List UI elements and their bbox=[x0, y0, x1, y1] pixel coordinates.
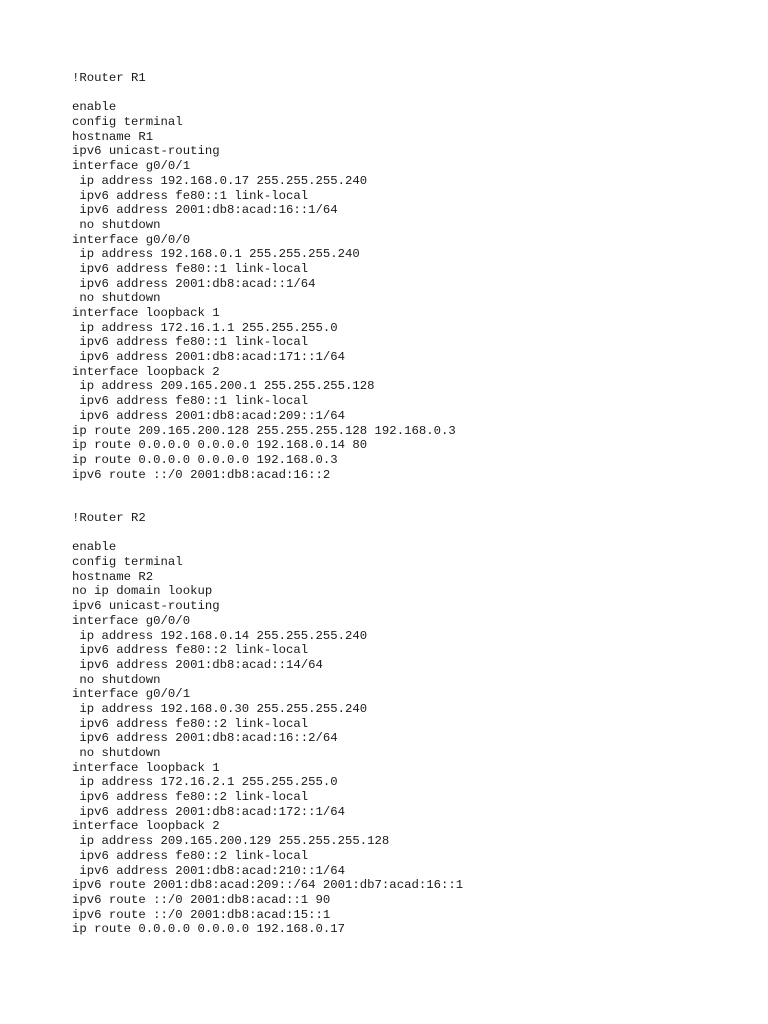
config-line: ipv6 address 2001:db8:acad:172::1/64 bbox=[72, 804, 346, 819]
config-line: ipv6 address 2001:db8:acad:16::1/64 bbox=[72, 203, 338, 218]
config-line: ipv6 address fe80::1 link-local bbox=[72, 335, 309, 350]
config-line: ipv6 address 2001:db8:acad:209::1/64 bbox=[72, 408, 346, 423]
config-line: ip route 0.0.0.0 0.0.0.0 192.168.0.14 80 bbox=[72, 438, 368, 453]
config-line: enable bbox=[72, 540, 117, 555]
config-line: ipv6 address 2001:db8:acad:16::2/64 bbox=[72, 731, 338, 746]
config-line: ipv6 address fe80::2 link-local bbox=[72, 716, 309, 731]
config-line: ipv6 unicast-routing bbox=[72, 144, 220, 159]
config-line: ipv6 address fe80::2 link-local bbox=[72, 848, 309, 863]
config-line: interface loopback 1 bbox=[72, 306, 220, 320]
config-line: interface loopback 2 bbox=[72, 364, 220, 379]
config-line: hostname R1 bbox=[72, 129, 154, 144]
config-line: ipv6 route ::/0 2001:db8:acad:15::1 bbox=[72, 907, 331, 922]
config-line: ipv6 address fe80::1 link-local bbox=[72, 261, 309, 276]
config-line: no shutdown bbox=[72, 746, 161, 760]
blank-line bbox=[72, 86, 456, 101]
config-line: ipv6 unicast-routing bbox=[72, 599, 220, 614]
config-line: enable bbox=[72, 100, 117, 115]
config-line: interface loopback 2 bbox=[72, 819, 220, 834]
config-line: ipv6 route 2001:db8:acad:209::/64 2001:db7:acad:16::1 bbox=[72, 878, 464, 893]
config-line: ipv6 address fe80::2 link-local bbox=[72, 643, 309, 658]
router-r1-config-lines bbox=[72, 100, 456, 482]
config-line: hostname R2 bbox=[72, 569, 154, 584]
config-line: ipv6 route ::/0 2001:db8:acad:16::2 bbox=[72, 467, 331, 482]
config-line: ip address 172.16.2.1 255.255.255.0 bbox=[72, 775, 338, 790]
config-line: ipv6 address fe80::2 link-local bbox=[72, 790, 309, 805]
config-line: no shutdown bbox=[72, 291, 161, 306]
config-line: ip route 209.165.200.128 255.255.255.128 192.168.0.3 bbox=[72, 423, 456, 438]
config-line: ipv6 address 2001:db8:acad::1/64 bbox=[72, 276, 316, 291]
config-line: ipv6 route ::/0 2001:db8:acad::1 90 bbox=[72, 892, 331, 907]
config-line: ipv6 address 2001:db8:acad:210::1/64 bbox=[72, 863, 346, 878]
router-r2-heading: !Router R2 bbox=[72, 511, 146, 525]
config-line: ipv6 address fe80::1 link-local bbox=[72, 394, 309, 409]
config-line: config terminal bbox=[72, 555, 183, 570]
config-line: interface g0/0/1 bbox=[72, 687, 191, 702]
router-r2-config-lines bbox=[72, 540, 463, 937]
config-line: ipv6 address 2001:db8:acad::14/64 bbox=[72, 657, 323, 672]
blank-line bbox=[72, 526, 463, 541]
config-line: ip route 0.0.0.0 0.0.0.0 192.168.0.17 bbox=[72, 922, 346, 937]
config-line: ip address 192.168.0.30 255.255.255.240 bbox=[72, 701, 368, 716]
config-line: ip address 192.168.0.14 255.255.255.240 bbox=[72, 628, 368, 643]
config-line: ip route 0.0.0.0 0.0.0.0 192.168.0.3 bbox=[72, 452, 338, 467]
router-r1-heading: !Router R1 bbox=[72, 71, 146, 85]
router-r2-config-block bbox=[72, 511, 463, 937]
config-line: ip address 192.168.0.17 255.255.255.240 bbox=[72, 173, 368, 188]
config-line: ip address 192.168.0.1 255.255.255.240 bbox=[72, 247, 360, 262]
config-line: interface g0/0/0 bbox=[72, 232, 191, 247]
config-line: ipv6 address 2001:db8:acad:171::1/64 bbox=[72, 350, 346, 365]
config-line: no shutdown bbox=[72, 672, 161, 687]
config-line: no ip domain lookup bbox=[72, 584, 213, 599]
config-line: no shutdown bbox=[72, 217, 161, 232]
router-r1-config-block bbox=[72, 71, 456, 482]
config-line: ip address 209.165.200.1 255.255.255.128 bbox=[72, 379, 375, 394]
config-line: ipv6 address fe80::1 link-local bbox=[72, 188, 309, 203]
config-line: config terminal bbox=[72, 115, 183, 130]
config-line: interface g0/0/0 bbox=[72, 613, 191, 628]
config-line: ip address 209.165.200.129 255.255.255.128 bbox=[72, 834, 390, 849]
config-line: interface loopback 1 bbox=[72, 760, 220, 775]
config-line: ip address 172.16.1.1 255.255.255.0 bbox=[72, 320, 338, 335]
config-line: interface g0/0/1 bbox=[72, 159, 191, 174]
